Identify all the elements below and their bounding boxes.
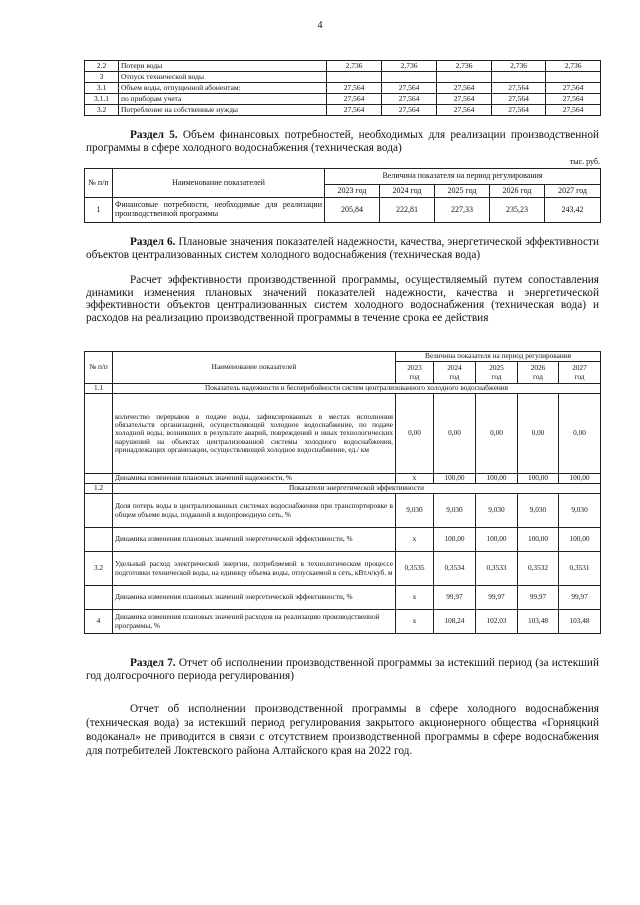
cell-value: x: [396, 528, 434, 552]
cell-value: 108,24: [434, 610, 476, 634]
row-name: Отпуск технической воды: [119, 72, 327, 83]
row-num: 3: [85, 72, 119, 83]
row-num: 3.1: [85, 83, 119, 94]
year-header: 2027 год: [559, 362, 601, 384]
row-num: 4: [85, 610, 113, 634]
cell-value: 100,00: [559, 474, 601, 484]
section7-title: Отчет об исполнении производственной программы за истекший период (за истекший год долгосрочного периода регулирования): [86, 657, 599, 682]
row-name: по приборам учета: [119, 94, 327, 105]
row-name: Динамика изменения плановых значений надежности, %: [113, 474, 396, 484]
section7-paragraph: Отчет об исполнении производственной программы в сфере холодного водоснабжения (техническая вода) за истекший период регулирования закрытого акционерного общества «Горняцкий водоканал» не приводится в связи с отсутствием производственной программы в сфере водоснабжения для потребителей Локтевского района Алтайского края на 2022 год.: [86, 703, 599, 757]
year-header: 2024 год: [380, 185, 435, 198]
year-header: 2027 год: [545, 185, 601, 198]
year-header: 2025 год: [435, 185, 490, 198]
cell-value: 103,48: [518, 610, 559, 634]
table-row: [85, 61, 601, 72]
cell-value: 27,564: [327, 94, 382, 105]
cell-value: 27,564: [437, 94, 492, 105]
cell-value: 27,564: [546, 105, 601, 116]
col-group-header: Величина показателя на период регулирования: [325, 169, 601, 185]
section5-heading: [86, 129, 599, 154]
cell-value: 205,84: [325, 198, 380, 223]
cell-value: 9,030: [434, 494, 476, 528]
col-num-header: № п/п: [85, 169, 113, 198]
cell-value: 9,030: [518, 494, 559, 528]
cell-value: 0,3533: [476, 552, 518, 586]
cell-value: 102,03: [476, 610, 518, 634]
row-name: Потребление на собственные нужды: [119, 105, 327, 116]
section6-heading: [86, 236, 599, 261]
cell-value: 100,00: [559, 528, 601, 552]
cell-value: 27,564: [492, 105, 546, 116]
cell-value: 0,00: [476, 394, 518, 474]
row-name: количество перерывов в подаче воды, зафиксированных в местах исполнения обязательств организацией, осуществляющей холодное водоснабжение, по подаче холодной воды, возникших в результате аварий, повреждений и иных технологических нарушений на объектах централизованной системы холодного водоснабжения, принадлежащих организации, осуществляющей холодное водоснабжение, ед./ км: [113, 394, 396, 474]
section6-label: Раздел 6.: [130, 236, 176, 248]
row-num: 3.2: [85, 552, 113, 586]
row-name: Динамика изменения плановых значений энергетической эффективности, %: [113, 528, 396, 552]
indicators-table: [84, 351, 601, 634]
cell-value: 99,97: [434, 586, 476, 610]
year-header: 2026 год: [518, 362, 559, 384]
cell-value: 2,736: [546, 61, 601, 72]
cell-value: 0,00: [518, 394, 559, 474]
cell-value: 99,97: [559, 586, 601, 610]
cell-value: x: [396, 474, 434, 484]
section7-label: Раздел 7.: [130, 657, 176, 669]
cell-value: 100,00: [476, 528, 518, 552]
cell-value: 27,564: [327, 83, 382, 94]
row-num: 2.2: [85, 61, 119, 72]
cell-value: 27,564: [492, 83, 546, 94]
table-row: [85, 94, 601, 105]
cell-value: 27,564: [492, 94, 546, 105]
cell-value: 27,564: [327, 105, 382, 116]
cell-value: 2,736: [437, 61, 492, 72]
cell-value: 27,564: [382, 83, 437, 94]
water-balance-table: [84, 60, 601, 116]
section-num: 1.2: [85, 484, 113, 494]
cell-value: 100,00: [476, 474, 518, 484]
year-header: 2023 год: [396, 362, 434, 384]
row-name: Потери воды: [119, 61, 327, 72]
page-number: 4: [317, 20, 323, 31]
col-name-header: Наименование показателей: [113, 169, 325, 198]
cell-value: 0,3535: [396, 552, 434, 586]
cell-value: 100,00: [518, 528, 559, 552]
row-num: 3.2: [85, 105, 119, 116]
cell-value: [492, 72, 546, 83]
section-title: Показатель надежности и бесперебойности систем централизованного холодного водоснабжения: [113, 384, 601, 394]
cell-value: 100,00: [434, 528, 476, 552]
cell-value: x: [396, 610, 434, 634]
table-row: [85, 72, 601, 83]
cell-value: 27,564: [546, 94, 601, 105]
cell-value: 27,564: [546, 83, 601, 94]
cell-value: [382, 72, 437, 83]
row-num: 1: [85, 198, 113, 223]
cell-value: 27,564: [437, 83, 492, 94]
unit-label: тыс. руб.: [569, 157, 600, 166]
row-name: Динамика изменения плановых значений энергетической эффективности, %: [113, 586, 396, 610]
section7-heading: [86, 657, 599, 682]
cell-value: 0,3534: [434, 552, 476, 586]
col-num-header: № п/п: [85, 352, 113, 384]
row-name: Удельный расход электрической энергии, потребляемой в технологическом процессе подготовки технической воды, на единицу объема воды, отпускаемой в сеть, кВт.ч/куб. м: [113, 552, 396, 586]
cell-value: 243,42: [545, 198, 601, 223]
financial-needs-table: [84, 168, 601, 223]
year-header: 2025 год: [476, 362, 518, 384]
cell-value: [546, 72, 601, 83]
cell-value: 227,33: [435, 198, 490, 223]
cell-value: 100,00: [434, 474, 476, 484]
row-name: Доля потерь воды в централизованных системах водоснабжения при транспортировке в общем объеме воды, поданной в водопроводную сеть, %: [113, 494, 396, 528]
table-row: [85, 83, 601, 94]
cell-value: 0,3531: [559, 552, 601, 586]
row-num: 3.1.1: [85, 94, 119, 105]
row-name: Объем воды, отпущенной абонентам:: [119, 83, 327, 94]
cell-value: 100,00: [518, 474, 559, 484]
section6-title: Плановые значения показателей надежности, качества, энергетической эффективности объектов централизованных систем холодного водоснабжения (техническая вода): [86, 236, 600, 261]
section5-label: Раздел 5.: [130, 129, 178, 141]
cell-value: x: [396, 586, 434, 610]
section-num: 1.1: [85, 384, 113, 394]
cell-value: 27,564: [382, 94, 437, 105]
cell-value: 2,736: [492, 61, 546, 72]
cell-value: 2,736: [327, 61, 382, 72]
year-header: 2023 год: [325, 185, 380, 198]
cell-value: 27,564: [437, 105, 492, 116]
cell-value: 103,48: [559, 610, 601, 634]
cell-value: 0,00: [559, 394, 601, 474]
cell-value: 9,030: [559, 494, 601, 528]
section-title: Показатели энергетической эффективности: [113, 484, 601, 494]
cell-value: 2,736: [382, 61, 437, 72]
cell-value: 0,00: [396, 394, 434, 474]
cell-value: 9,030: [396, 494, 434, 528]
cell-value: 99,97: [476, 586, 518, 610]
cell-value: [327, 72, 382, 83]
cell-value: 0,3532: [518, 552, 559, 586]
section5-title: Объем финансовых потребностей, необходимых для реализации производственной программы в сфере холодного водоснабжения (техническая вода): [86, 129, 600, 154]
cell-value: 235,23: [490, 198, 545, 223]
row-name: Динамика изменения плановых значений расходов на реализацию производственной программы, %: [113, 610, 396, 634]
cell-value: 99,97: [518, 586, 559, 610]
row-name: Финансовые потребности, необходимые для реализации производственной программы: [113, 198, 325, 223]
cell-value: 9,030: [476, 494, 518, 528]
cell-value: 27,564: [382, 105, 437, 116]
cell-value: 0,00: [434, 394, 476, 474]
cell-value: [437, 72, 492, 83]
year-header: 2026 год: [490, 185, 545, 198]
year-header: 2024 год: [434, 362, 476, 384]
cell-value: 222,81: [380, 198, 435, 223]
section6-paragraph: Расчет эффективности производственной программы, осуществляемый путем сопоставления динамики изменения плановых значений показателей надежности, качества и энергетической эффективности объектов централизованных систем холодного водоснабжения (техническая вода) и расходов на реализацию производственной программы в течение срока ее действия: [86, 274, 599, 324]
col-group-header: Величина показателя на период регулирования: [396, 352, 601, 362]
col-name-header: Наименование показателей: [113, 352, 396, 384]
table-row: [85, 105, 601, 116]
